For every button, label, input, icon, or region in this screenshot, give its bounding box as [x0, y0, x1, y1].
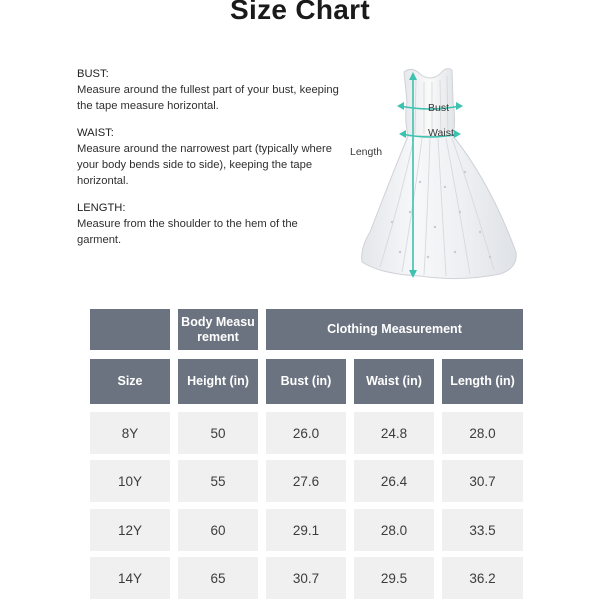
table-cell-size: 14Y — [90, 557, 170, 599]
table-cell-waist: 28.0 — [354, 509, 434, 551]
guide-length-text: Measure from the shoulder to the hem of the garment. — [77, 218, 298, 246]
guide-bust-heading: BUST: — [77, 68, 109, 80]
guide-waist — [77, 125, 339, 189]
table-corner-cell — [90, 309, 170, 350]
table-cell-bust: 30.7 — [266, 557, 346, 599]
table-cell-length: 30.7 — [442, 460, 523, 502]
guide-waist-text: Measure around the narrowest part (typically where your body bends side to side), keeping the tape horizontal. — [77, 143, 332, 187]
group-header-body-label: Body Measurement — [181, 314, 255, 344]
table-cell-waist: 24.8 — [354, 412, 434, 454]
table-cell-length: 36.2 — [442, 557, 523, 599]
dress-illustration — [340, 62, 540, 284]
bust-label: Bust — [428, 102, 450, 114]
column-header-length: Length (in) — [442, 359, 523, 404]
group-header-body — [178, 309, 258, 350]
table-cell-height: 50 — [178, 412, 258, 454]
table-cell-bust: 29.1 — [266, 509, 346, 551]
length-label: Length — [350, 146, 383, 158]
table-cell-height: 65 — [178, 557, 258, 599]
table-cell-height: 55 — [178, 460, 258, 502]
measurement-guide — [77, 66, 339, 259]
table-cell-size: 10Y — [90, 460, 170, 502]
table-cell-length: 33.5 — [442, 509, 523, 551]
table-cell-size: 8Y — [90, 412, 170, 454]
table-cell-length: 28.0 — [442, 412, 523, 454]
table-cell-waist: 29.5 — [354, 557, 434, 599]
guide-waist-heading: WAIST: — [77, 127, 114, 139]
table-cell-size: 12Y — [90, 509, 170, 551]
guide-bust — [77, 66, 339, 114]
table-cell-waist: 26.4 — [354, 460, 434, 502]
guide-length-heading: LENGTH: — [77, 202, 126, 214]
waist-label: Waist — [428, 127, 454, 139]
column-header-bust: Bust (in) — [266, 359, 346, 404]
guide-length — [77, 200, 339, 248]
guide-bust-text: Measure around the fullest part of your bust, keeping the tape measure horizontal. — [77, 84, 339, 112]
group-header-clothing: Clothing Measurement — [266, 309, 523, 350]
page-title: Size Chart — [230, 0, 370, 25]
table-cell-bust: 27.6 — [266, 460, 346, 502]
column-header-size: Size — [90, 359, 170, 404]
table-cell-bust: 26.0 — [266, 412, 346, 454]
table-cell-height: 60 — [178, 509, 258, 551]
column-header-height: Height (in) — [178, 359, 258, 404]
column-header-waist: Waist (in) — [354, 359, 434, 404]
dress-figure — [340, 62, 540, 284]
